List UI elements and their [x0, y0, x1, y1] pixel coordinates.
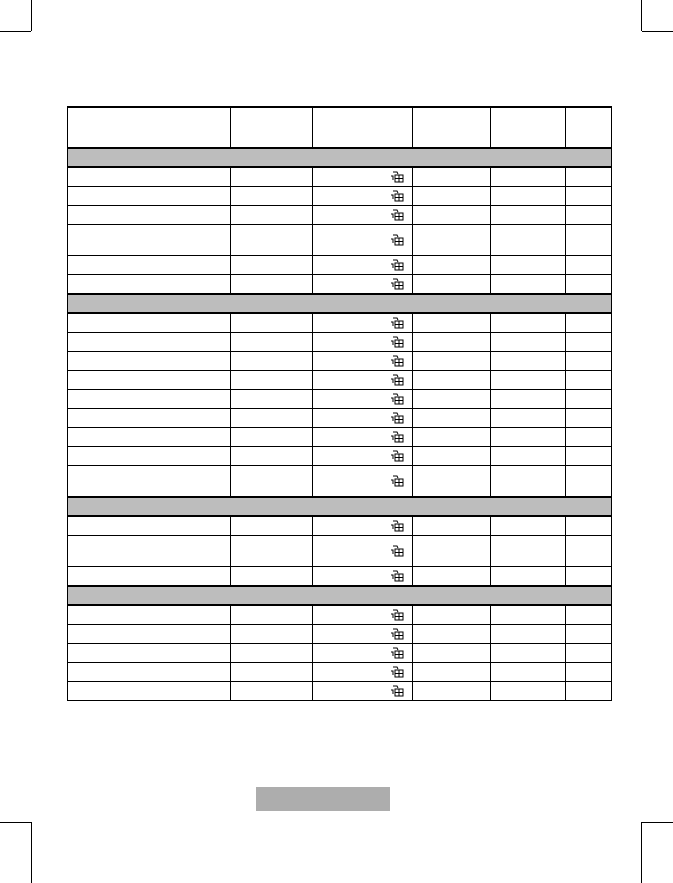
table-cell: [491, 225, 566, 256]
table-cell: [68, 536, 231, 567]
table-cell: [566, 409, 612, 428]
table-note-icon: [390, 393, 404, 405]
table-cell: [68, 409, 231, 428]
table-cell: [231, 644, 313, 663]
table-cell: [566, 390, 612, 409]
table-cell: [313, 333, 413, 352]
table-cell: [313, 536, 413, 567]
table-cell: [566, 682, 612, 701]
table-row: [68, 256, 612, 275]
header-cell: [566, 107, 612, 148]
table-cell: [231, 447, 313, 466]
table-row: [68, 275, 612, 295]
table-row: [68, 225, 612, 256]
table-cell: [566, 625, 612, 644]
crop-mark-bottom-left-vertical: [31, 822, 32, 883]
table-cell: [313, 390, 413, 409]
table-cell: [231, 536, 313, 567]
table-cell: [413, 644, 491, 663]
table-row: [68, 206, 612, 225]
table-cell: [566, 275, 612, 295]
table-cell: [231, 605, 313, 625]
table-cell: [413, 605, 491, 625]
table-cell: [313, 605, 413, 625]
table-cell: [491, 390, 566, 409]
table-cell: [491, 187, 566, 206]
table-row: [68, 516, 612, 536]
table-cell: [491, 428, 566, 447]
table-cell: [68, 225, 231, 256]
table-cell: [313, 644, 413, 663]
table-cell: [566, 567, 612, 587]
table-cell: [566, 167, 612, 187]
crop-mark-bottom-right-vertical: [641, 822, 642, 883]
table-cell: [313, 371, 413, 390]
table-header-row: [68, 107, 612, 148]
table-cell: [413, 275, 491, 295]
table-cell: [491, 313, 566, 333]
table-cell: [566, 466, 612, 498]
table-cell: [566, 536, 612, 567]
table-cell: [566, 605, 612, 625]
table-cell: [491, 516, 566, 536]
header-cell: [413, 107, 491, 148]
table-cell: [68, 256, 231, 275]
table-cell: [68, 275, 231, 295]
table-cell: [413, 536, 491, 567]
table-cell: [231, 333, 313, 352]
table-row: [68, 313, 612, 333]
table-note-icon: [390, 570, 404, 582]
table-note-icon: [390, 520, 404, 532]
table-note-icon: [390, 628, 404, 640]
table-cell: [231, 206, 313, 225]
table-note-icon: [390, 647, 404, 659]
table-cell: [413, 447, 491, 466]
table-cell: [313, 682, 413, 701]
table-cell: [68, 663, 231, 682]
table-cell: [231, 682, 313, 701]
table-cell: [491, 206, 566, 225]
table-row: [68, 167, 612, 187]
table-row: [68, 536, 612, 567]
table-cell: [68, 333, 231, 352]
table-cell: [231, 409, 313, 428]
table-cell: [313, 447, 413, 466]
table-cell: [313, 663, 413, 682]
table-cell: [68, 625, 231, 644]
table-cell: [68, 567, 231, 587]
table-cell: [413, 409, 491, 428]
table-cell: [491, 275, 566, 295]
table-cell: [566, 352, 612, 371]
table-cell: [313, 225, 413, 256]
header-cell: [231, 107, 313, 148]
table-note-icon: [390, 209, 404, 221]
table-cell: [313, 256, 413, 275]
table-cell: [413, 371, 491, 390]
table-note-icon: [390, 355, 404, 367]
table-note-icon: [390, 685, 404, 697]
table-cell: [68, 682, 231, 701]
table-cell: [491, 352, 566, 371]
table-row: [68, 567, 612, 587]
section-heading: [68, 148, 612, 167]
table-row: [68, 352, 612, 371]
crop-mark-top-left-horizontal: [0, 31, 31, 32]
table-cell: [68, 313, 231, 333]
table-note-icon: [390, 431, 404, 443]
table-cell: [313, 275, 413, 295]
table-row: [68, 466, 612, 498]
table-cell: [566, 187, 612, 206]
table-cell: [413, 256, 491, 275]
header-cell: [313, 107, 413, 148]
table-note-icon: [390, 666, 404, 678]
table-cell: [491, 333, 566, 352]
table-cell: [566, 644, 612, 663]
table-cell: [68, 187, 231, 206]
table-cell: [68, 466, 231, 498]
table-cell: [313, 352, 413, 371]
table-cell: [491, 447, 566, 466]
section-header-row: [68, 294, 612, 313]
table-note-icon: [390, 317, 404, 329]
table-row: [68, 447, 612, 466]
table-cell: [68, 206, 231, 225]
table-cell: [566, 516, 612, 536]
table-cell: [413, 516, 491, 536]
crop-mark-top-left-vertical: [31, 0, 32, 31]
table-cell: [566, 447, 612, 466]
crop-mark-top-right-vertical: [641, 0, 642, 31]
table-note-icon: [390, 609, 404, 621]
table-cell: [231, 352, 313, 371]
table-note-icon: [390, 234, 404, 246]
table-cell: [566, 225, 612, 256]
table-row: [68, 333, 612, 352]
table-cell: [413, 313, 491, 333]
table-row: [68, 187, 612, 206]
table-cell: [491, 682, 566, 701]
table-row: [68, 390, 612, 409]
table-cell: [413, 663, 491, 682]
table-row: [68, 682, 612, 701]
crop-mark-bottom-left-horizontal: [0, 822, 31, 823]
table-cell: [313, 567, 413, 587]
header-cell: [491, 107, 566, 148]
table-note-icon: [390, 545, 404, 557]
header-cell: [68, 107, 231, 148]
table-cell: [566, 371, 612, 390]
table-cell: [313, 466, 413, 498]
table-note-icon: [390, 190, 404, 202]
table-cell: [231, 390, 313, 409]
table-cell: [313, 409, 413, 428]
table-cell: [491, 663, 566, 682]
table-cell: [413, 466, 491, 498]
crop-mark-bottom-right-horizontal: [642, 822, 673, 823]
table-cell: [68, 516, 231, 536]
table-cell: [491, 567, 566, 587]
table-row: [68, 625, 612, 644]
crop-mark-top-right-horizontal: [642, 31, 673, 32]
table-note-icon: [390, 336, 404, 348]
table-cell: [313, 428, 413, 447]
table-note-icon: [390, 475, 404, 487]
table-cell: [413, 682, 491, 701]
table-cell: [313, 167, 413, 187]
table-cell: [413, 333, 491, 352]
table-body: [68, 148, 612, 701]
table-cell: [68, 605, 231, 625]
table-note-icon: [390, 412, 404, 424]
table-cell: [68, 428, 231, 447]
table-note-icon: [390, 259, 404, 271]
table-note-icon: [390, 171, 404, 183]
table-row: [68, 644, 612, 663]
table-cell: [413, 187, 491, 206]
table-cell: [491, 167, 566, 187]
table-cell: [413, 206, 491, 225]
table-cell: [413, 428, 491, 447]
table-cell: [313, 625, 413, 644]
table-cell: [313, 206, 413, 225]
table-cell: [313, 187, 413, 206]
table-cell: [566, 313, 612, 333]
table-cell: [491, 644, 566, 663]
table-cell: [313, 516, 413, 536]
table-cell: [491, 536, 566, 567]
section-heading: [68, 294, 612, 313]
table-cell: [566, 206, 612, 225]
table-cell: [491, 605, 566, 625]
table-cell: [566, 333, 612, 352]
section-header-row: [68, 148, 612, 167]
table-cell: [231, 313, 313, 333]
table-cell: [68, 371, 231, 390]
section-header-row: [68, 586, 612, 605]
table-cell: [68, 390, 231, 409]
table-row: [68, 371, 612, 390]
table-row: [68, 605, 612, 625]
table-cell: [68, 167, 231, 187]
section-heading: [68, 497, 612, 516]
table-cell: [413, 167, 491, 187]
table-cell: [566, 428, 612, 447]
table-note-icon: [390, 374, 404, 386]
table-note-icon: [390, 450, 404, 462]
table-cell: [231, 663, 313, 682]
table-cell: [231, 275, 313, 295]
table-cell: [566, 256, 612, 275]
table-cell: [413, 625, 491, 644]
spec-table: [67, 106, 612, 701]
table-cell: [68, 447, 231, 466]
table-cell: [231, 428, 313, 447]
table-cell: [231, 167, 313, 187]
table-cell: [413, 390, 491, 409]
table-cell: [231, 516, 313, 536]
table-cell: [491, 409, 566, 428]
table-cell: [413, 567, 491, 587]
table-row: [68, 428, 612, 447]
table-cell: [491, 625, 566, 644]
table-cell: [413, 352, 491, 371]
table-cell: [231, 371, 313, 390]
table-cell: [566, 663, 612, 682]
table-cell: [231, 225, 313, 256]
table-cell: [231, 466, 313, 498]
table-cell: [491, 256, 566, 275]
table-cell: [68, 644, 231, 663]
table-cell: [231, 187, 313, 206]
table-note-icon: [390, 278, 404, 290]
table-cell: [413, 225, 491, 256]
table-cell: [491, 371, 566, 390]
table-cell: [231, 256, 313, 275]
section-heading: [68, 586, 612, 605]
table-row: [68, 409, 612, 428]
table-cell: [68, 352, 231, 371]
table-cell: [231, 625, 313, 644]
table-cell: [313, 313, 413, 333]
table-cell: [491, 466, 566, 498]
table-cell: [231, 567, 313, 587]
table-row: [68, 663, 612, 682]
page-footer-bar: [256, 787, 390, 811]
section-header-row: [68, 497, 612, 516]
